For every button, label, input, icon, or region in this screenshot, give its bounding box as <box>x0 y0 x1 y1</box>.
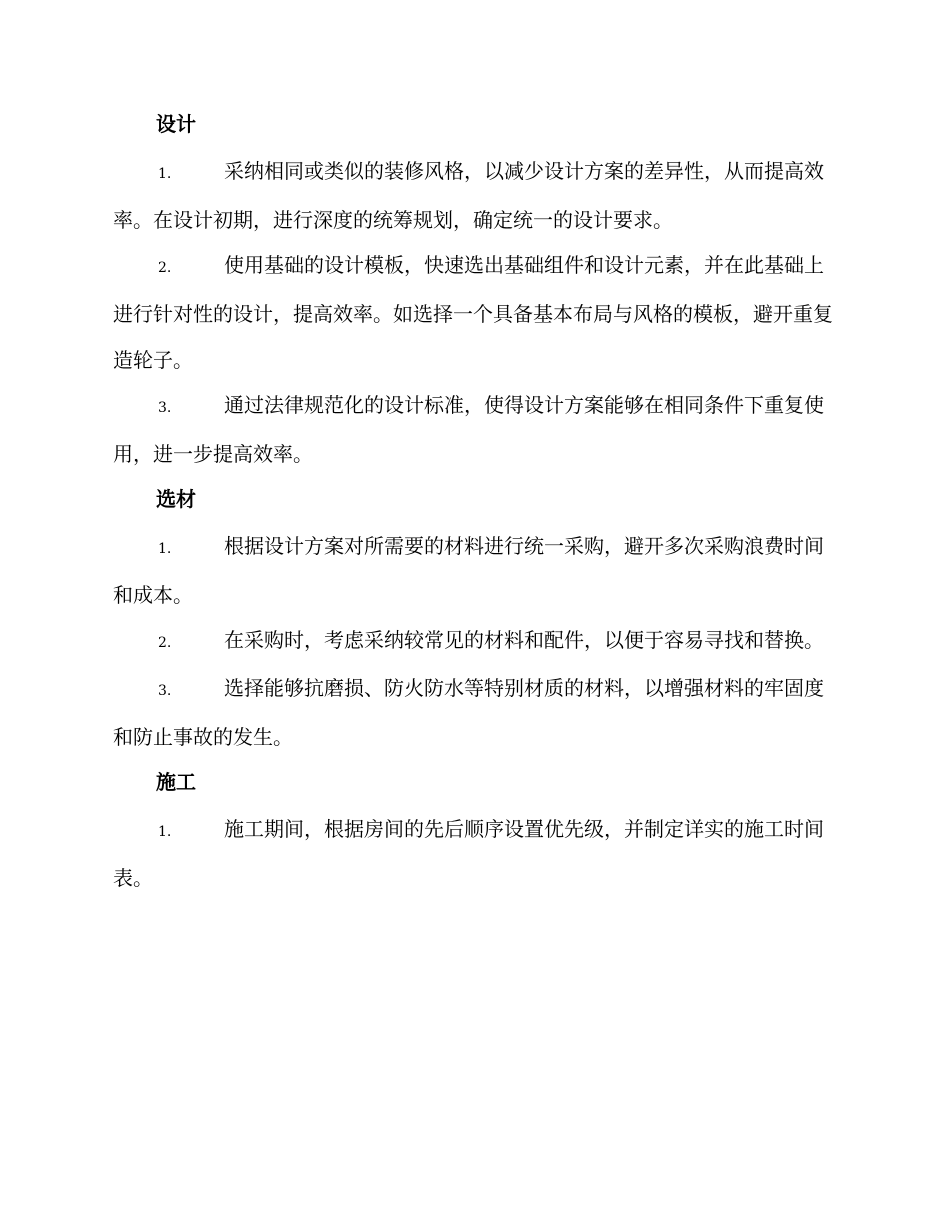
item-text: 使用基础的设计模板，快速选出基础组件和设计元素，并在此基础上进行针对性的设计，提高效率。如选择一个具备基本布局与风格的模板，避开重复造轮子。 <box>113 253 833 372</box>
item-text: 在采购时，考虑采纳较常见的材料和配件，以便于容易寻找和替换。 <box>224 628 824 652</box>
item-text: 施工期间，根据房间的先后顺序设置优先级，并制定详实的施工时间表。 <box>113 817 824 890</box>
item-number: 2. <box>158 635 172 651</box>
section-heading: 施工 <box>156 770 196 794</box>
section-materials <box>113 483 835 760</box>
list-item <box>113 242 835 383</box>
item-text: 根据设计方案对所需要的材料进行统一采购，避开多次采购浪费时间和成本。 <box>113 534 824 607</box>
item-number: 1. <box>158 824 172 840</box>
item-text: 通过法律规范化的设计标准，使得设计方案能够在相同条件下重复使用，进一步提高效率。 <box>113 393 824 466</box>
item-number: 3. <box>158 683 172 699</box>
item-number: 2. <box>158 260 172 276</box>
item-number: 1. <box>158 166 172 182</box>
document-body <box>113 108 835 907</box>
item-text: 选择能够抗磨损、防火防水等特别材质的材料，以增强材料的牢固度和防止事故的发生。 <box>113 676 824 749</box>
list-item <box>113 148 835 243</box>
item-number: 1. <box>158 541 172 557</box>
section-construction <box>113 766 835 901</box>
list-item <box>113 665 835 760</box>
list-item <box>113 806 835 901</box>
list-item <box>113 617 835 666</box>
section-heading: 选材 <box>156 487 196 511</box>
item-number: 3. <box>158 400 172 416</box>
list-item <box>113 523 835 618</box>
section-design <box>113 108 835 477</box>
section-heading: 设计 <box>156 112 196 136</box>
list-item <box>113 382 835 477</box>
item-text: 采纳相同或类似的装修风格，以减少设计方案的差异性，从而提高效率。在设计初期，进行深度的统筹规划，确定统一的设计要求。 <box>113 159 824 232</box>
